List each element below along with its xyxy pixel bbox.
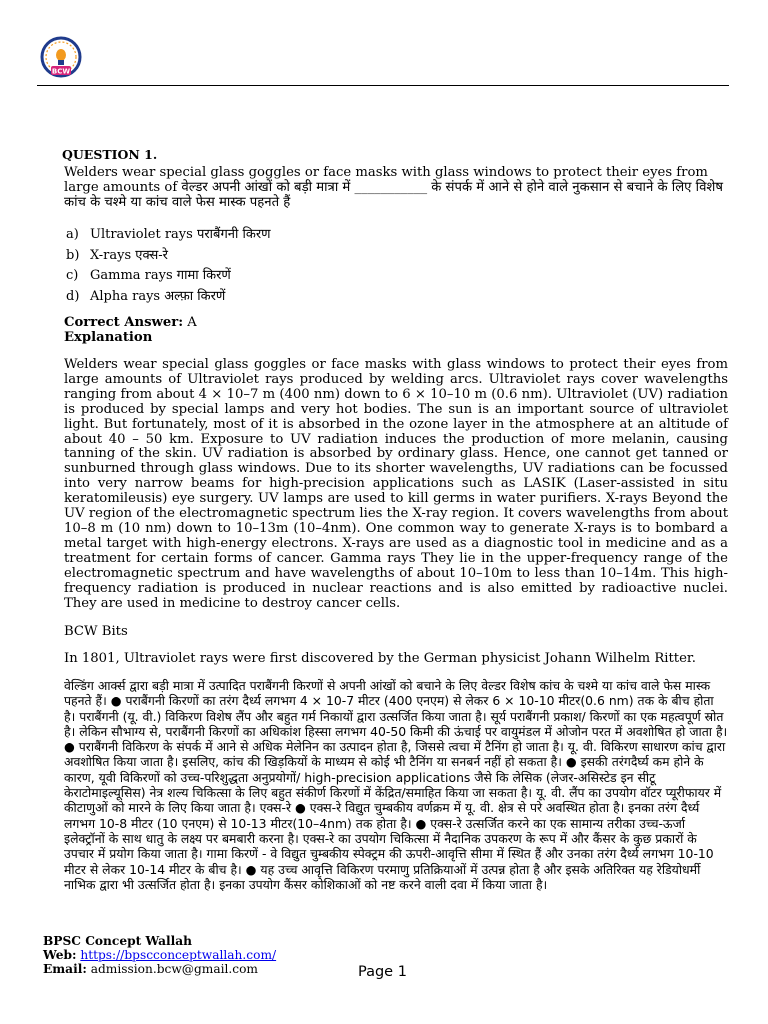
bcw-logo [38, 36, 84, 82]
correct-answer-value: A [183, 315, 197, 330]
logo-text: BCW [51, 67, 71, 76]
bits-fact: In 1801, Ultraviolet rays were first discovered by the German physicist Johann Wilhelm Ritter. [64, 651, 696, 666]
option-text: Alpha rays अल्फ़ा किरणें [90, 288, 226, 304]
header-divider [37, 85, 729, 86]
option-c [66, 267, 666, 288]
footer-web-link[interactable]: https://bpscconceptwallah.com/ [80, 947, 277, 962]
options-list [66, 226, 666, 308]
option-letter: d) [66, 288, 80, 304]
footer-web-label: Web: [43, 947, 77, 962]
footer-email-value: admission.bcw@gmail.com [90, 961, 258, 976]
explanation-text: Welders wear special glass goggles or face masks with glass windows to protect their eyes from large amounts of Ultraviolet rays produced by welding arcs. Ultraviolet rays cover wavelengths ranging from about 4 × 10–7 m (400 nm) down to 6 × 10–10 m (0.6 nm). Ultraviolet (UV) radiation is produced by special lamps and very hot bodies. The sun is an important source of ultraviolet light. But fortunately, most of it is absorbed in the ozone layer in the atmosphere at an altitude of about 40 – 50 km. Exposure to UV radiation induces the production of more melanin, causing tanning of the skin. UV radiation is absorbed by ordinary glass. Hence, one cannot get tanned or sunburned through glass windows. Due to its shorter wavelengths, UV radiations can be focussed into very narrow beams for high-precision applications such as LASIK (Laser-assisted in situ keratomileusis) eye surgery. UV lamps are used to kill germs in water purifiers. X-rays Beyond the UV region of the electromagnetic spectrum lies the X-ray region. It covers wavelengths from about 10–8 m (10 nm) down to 10–13m (10–4nm). One common way to generate X-rays is to bombard a metal target with high-energy electrons. X-rays are used as a diagnostic tool in medicine and as a treatment for certain forms of cancer. Gamma rays They lie in the upper-frequency range of the electromagnetic spectrum and have wavelengths of about 10–10m to less than 10–14m. This high-frequency radiation is produced in nuclear reactions and is also emitted by radioactive nuclei. They are used in medicine to destroy cancer cells. [64, 357, 728, 611]
bits-heading: BCW Bits [64, 624, 128, 639]
option-a [66, 226, 666, 247]
footer-web [43, 949, 276, 963]
option-d [66, 288, 666, 309]
option-b [66, 247, 666, 268]
page-number: Page 1 [358, 964, 407, 980]
footer-email [43, 963, 276, 977]
footer [43, 935, 276, 976]
option-text: Ultraviolet rays पराबैंगनी किरण [90, 227, 271, 242]
question-label: QUESTION 1. [62, 147, 158, 162]
option-letter: c) [66, 268, 79, 284]
bits-hindi-text: वेल्डिंग आर्क्स द्वारा बड़ी मात्रा में उत्पादित पराबैंगनी किरणों से अपनी आंखों को बचाने के लिए वेल्डर विशेष कांच के चश्मे या कांच वाले फेस मास्क पहनते हैं। ● पराबैंगनी किरणों का तरंग दैर्ध्य लगभग 4 × 10-7 मीटर (400 एनएम) से लेकर 6 × 10-10 मीटर(0.6 nm) तक के बीच होता है। पराबैंगनी (यू. वी.) विकिरण विशेष लैंप और बहुत गर्म निकायों द्वारा उत्सर्जित किया जाता है। सूर्य पराबैंगनी प्रकाश/ किरणों का एक महत्वपूर्ण स्रोत है। लेकिन सौभाग्य से, पराबैंगनी किरणों का अधिकांश हिस्सा लगभग 40-50 किमी की ऊंचाई पर वायुमंडल में ओजोन परत में अवशोषित हो जाता है। ● पराबैंगनी विकिरण के संपर्क में आने से अधिक मेलेनिन का उत्पादन होता है, जिससे त्वचा में टैनिंग हो जाता है। यू. वी. विकिरण साधारण कांच द्वारा अवशोषित किया जाता है। इसलिए, कांच की खिड़कियों के माध्यम से कोई भी टैनिंग या सनबर्न नहीं हो सकता है। ● इसकी तरंगदैर्घ्य कम होने के कारण, यूवी विकिरणों को उच्च-परिशुद्धता अनुप्रयोगों/ high-precision applications जैसे कि लेसिक (लेजर-असिस्टेड इन सीटू केराटोमाइल्यूसिस) नेत्र शल्य चिकित्सा के लिए बहुत संकीर्ण किरणों में केंद्रित/समाहित किया जा सकता है। यू. वी. लैंप का उपयोग वॉटर प्यूरीफायर में कीटाणुओं को मारने के लिए किया जाता है। एक्स-रे ● एक्स-रे विद्युत चुम्बकीय वर्णक्रम में यू. वी. क्षेत्र से परे अवस्थित होता है। इनका तरंग दैर्ध्य लगभग 10-8 मीटर (10 एनएम) से 10-13 मीटर(10–4nm) तक होता है। ● एक्स-रे उत्सर्जित करने का एक सामान्य तरीका उच्च-ऊर्जा इलेक्ट्रॉनों के साथ धातु के लक्ष्य पर बमबारी करना है। एक्स-रे का उपयोग चिकित्सा में नैदानिक उपकरण के रूप में और कैंसर के कुछ प्रकारों के उपचार में प्रयोग किया जाता है। गामा किरणें - वे विद्युत चुम्बकीय स्पेक्ट्रम की ऊपरी-आवृत्ति सीमा में स्थित हैं और उनका तरंग दैर्ध्य लगभग 10-10 मीटर से लेकर 10-14 मीटर के बीच है। ● यह उच्च आवृत्ति विकिरण परमाणु प्रतिक्रियाओं में उत्पन्न होता है और इसके अतिरिक्त यह रेडियोधर्मी नाभिक द्वारा भी उत्सर्जित होता है। इनका उपयोग कैंसर कोशिकाओं को नष्ट करने वाली दवा में किया जाता है। [64, 678, 728, 892]
option-text: Gamma rays गामा किरणें [90, 268, 231, 284]
footer-email-label: Email: [43, 961, 87, 976]
option-text: X-rays एक्स-रे [90, 247, 168, 263]
bcw-logo-graphic [38, 36, 84, 82]
option-letter: b) [66, 247, 80, 263]
correct-answer [64, 315, 197, 330]
correct-answer-label: Correct Answer: [64, 315, 184, 330]
footer-org: BPSC Concept Wallah [43, 934, 193, 948]
option-letter: a) [66, 227, 79, 242]
question-text: Welders wear special glass goggles or face masks with glass windows to protect their eyes from large amounts of वेल्डर अपनी आंखों को बड़ी मात्रा में ___________ के संपर्क में आने से होने वाले नुकसान से बचाने के लिए विशेष कांच के चश्मे या कांच वाले फेस मास्क पहनते हैं [64, 165, 723, 210]
explanation-heading: Explanation [64, 330, 153, 345]
